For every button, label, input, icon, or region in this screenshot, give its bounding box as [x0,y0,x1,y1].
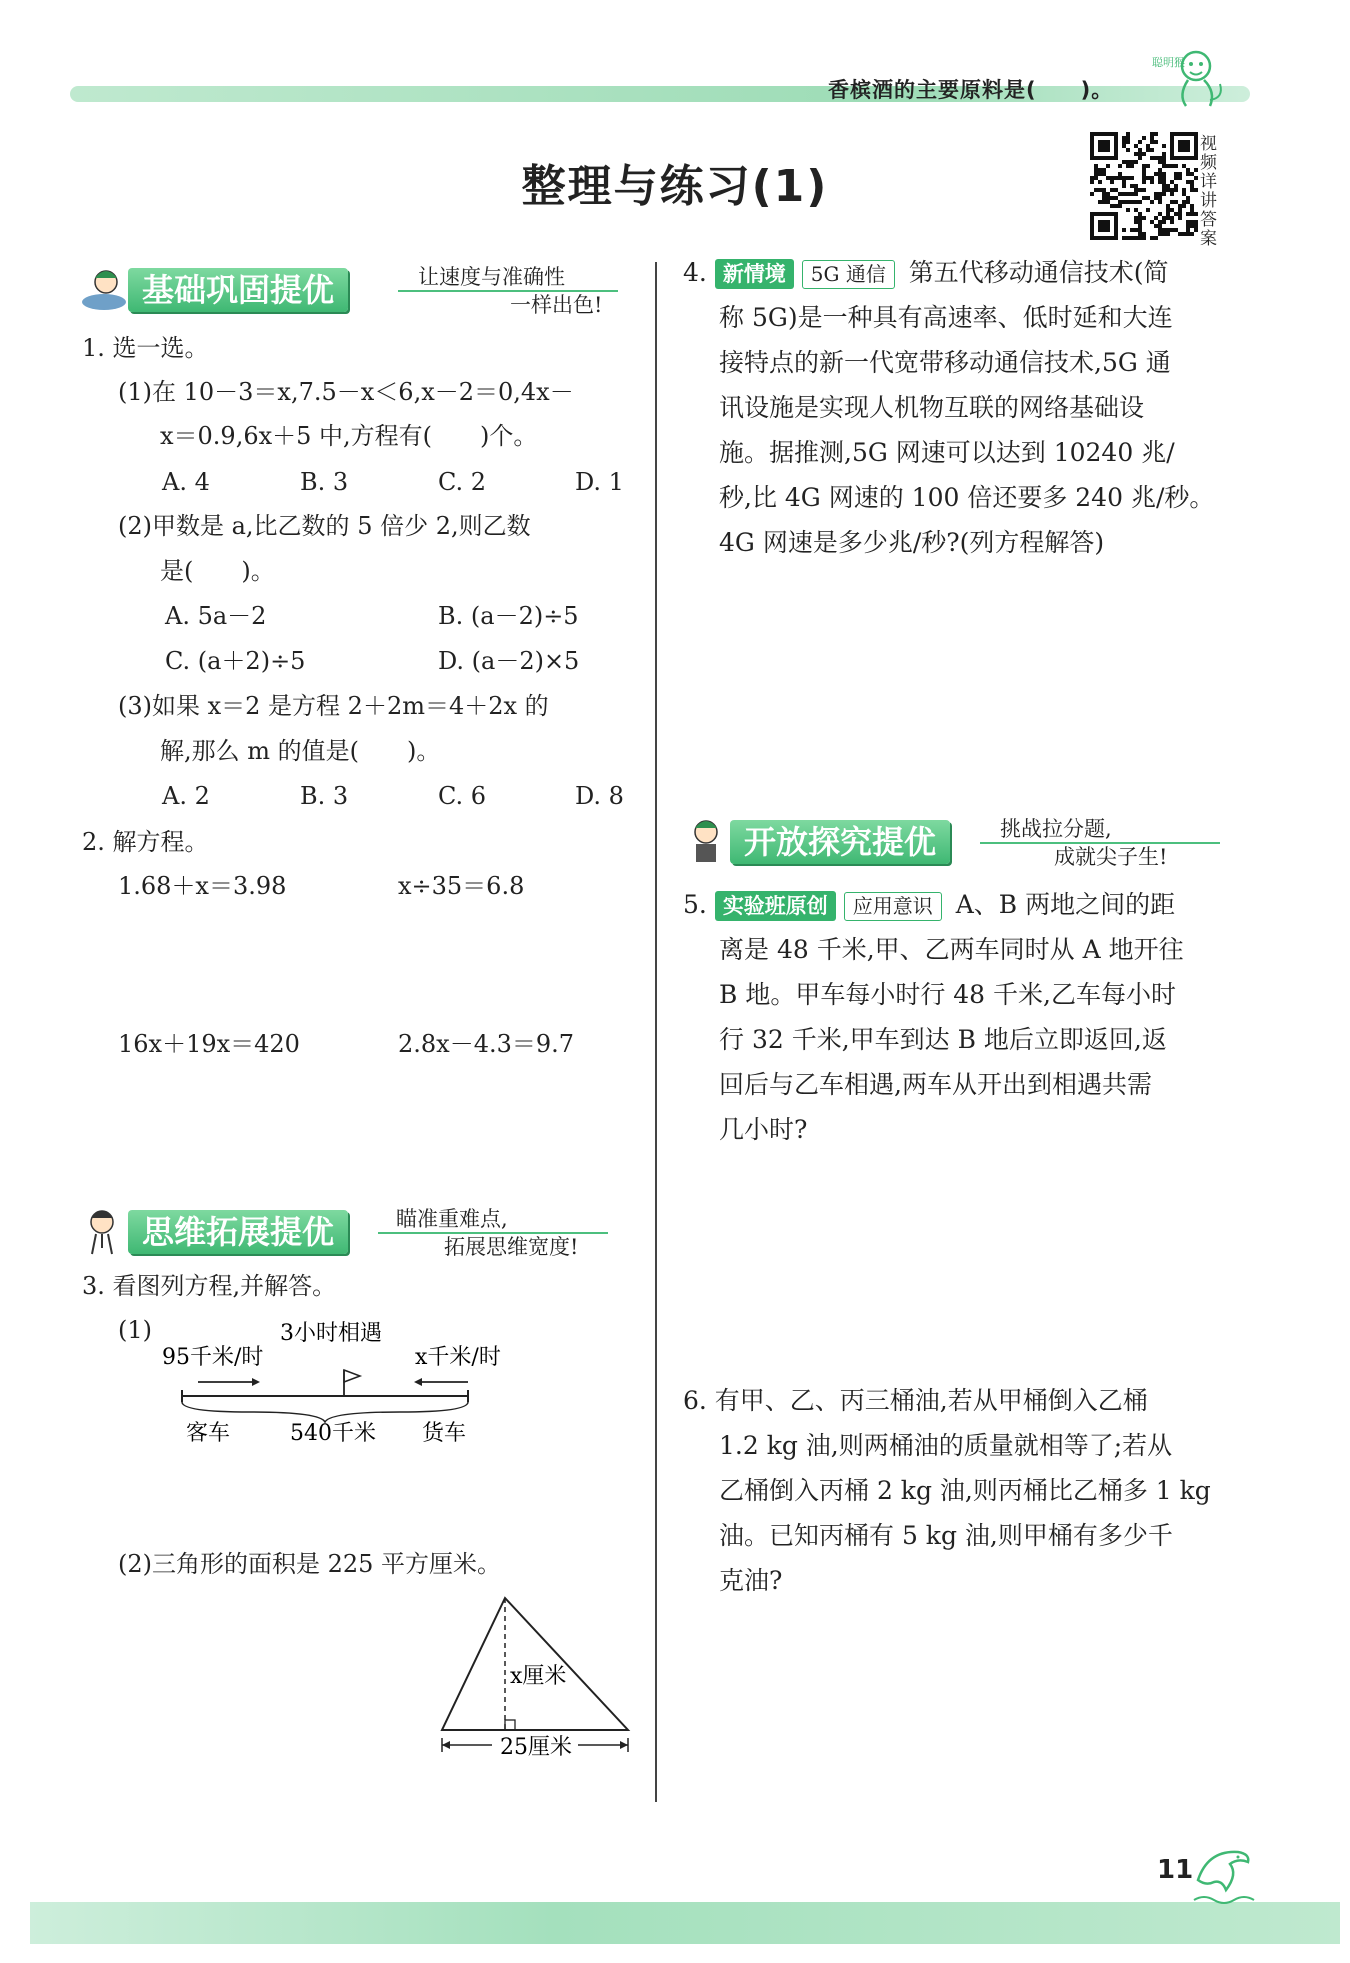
q5-line: 行 32 千米,甲车到达 B 地后立即返回,返 [719,1025,1167,1054]
q5-block [683,882,1243,1152]
q1-p3-option-c[interactable]: C. 6 [438,782,487,810]
q1-p1-option-d[interactable]: D. 1 [575,468,624,496]
q1-p3-line2: 解,那么 m 的值是( )。 [160,737,441,765]
footer-band [30,1902,1340,1944]
qr-label: 视频详讲答案 [1200,134,1217,249]
q1-p2-option-b[interactable]: B. (a－2)÷5 [438,602,579,630]
q6-line: 1.2 kg 油,则两桶油的质量就相等了;若从 [719,1431,1173,1460]
q1-p1-line2: x＝0.9,6x＋5 中,方程有( )个。 [160,422,538,450]
section-title-basic: 基础巩固提优 [128,268,348,312]
slogan-open-1: 挑战拉分题, [1000,817,1112,841]
distance-label: 540千米 [290,1421,376,1446]
q3-stem: 3. 看图列方程,并解答。 [82,1272,337,1300]
q5-line: 回后与乙车相遇,两车从开出到相遇共需 [719,1070,1152,1099]
q3-triangle-diagram [430,1588,640,1768]
q5-tag2: 应用意识 [844,892,942,921]
car1-label: 客车 [186,1421,231,1446]
slogan-underline [398,290,618,292]
q4-text-first: 第五代移动通信技术(简 [908,258,1169,287]
q1-p2-option-a[interactable]: A. 5a－2 [165,602,267,630]
section-header-open [680,814,1240,869]
column-divider [655,262,657,1802]
q4-line: 称 5G)是一种具有高速率、低时延和大连 [719,303,1173,332]
page-title: 整理与练习(1) [521,161,829,212]
q4-line: 施。据推测,5G 网速可以达到 10240 兆/ [719,438,1175,467]
q5-tag: 实验班原创 [715,891,836,921]
q1-p3-option-b[interactable]: B. 3 [300,782,349,810]
q5-text-first: A、B 两地之间的距 [955,890,1176,919]
speed1-label: 95千米/时 [162,1345,264,1370]
q1-p2-option-d[interactable]: D. (a－2)×5 [438,647,580,675]
q3-part2: (2)三角形的面积是 225 平方厘米。 [118,1550,502,1578]
slogan-thinking-2: 拓展思维宽度! [444,1235,579,1259]
slogan-underline [980,842,1220,844]
q1-p3-option-d[interactable]: D. 8 [575,782,624,810]
meet-label: 3小时相遇 [280,1321,382,1346]
q6-line: 乙桶倒入丙桶 2 kg 油,则丙桶比乙桶多 1 kg [719,1476,1211,1505]
qr-code[interactable] [1090,132,1198,240]
q4-tag: 新情境 [715,259,794,289]
section-header-thinking [78,1204,638,1259]
q1-p3-line1: (3)如果 x＝2 是方程 2＋2m＝4＋2x 的 [118,692,549,720]
q3-line-diagram [150,1310,510,1450]
q4-line: 接特点的新一代宽带移动通信技术,5G 通 [719,348,1171,377]
speed2-label: x千米/时 [415,1345,501,1370]
q4-line: 讯设施是实现人机物互联的网络基础设 [719,393,1145,422]
q6-line: 克油? [719,1566,783,1595]
q2-eq-3: 16x＋19x＝420 [118,1030,300,1058]
q6-line: 油。已知丙桶有 5 kg 油,则甲桶有多少千 [719,1521,1173,1550]
q4-number: 4. [683,258,707,287]
q1-p2-option-c[interactable]: C. (a＋2)÷5 [165,647,306,675]
q5-line: 几小时? [719,1115,808,1144]
mascot-icon [78,1204,130,1256]
base-label: 25厘米 [500,1735,572,1760]
q1-p1-option-c[interactable]: C. 2 [438,468,487,496]
q1-p2-line2: 是( )。 [160,557,275,585]
q2-eq-4: 2.8x－4.3＝9.7 [398,1030,575,1058]
q4-block [683,250,1243,565]
q2-eq-1: 1.68＋x＝3.98 [118,872,287,900]
q4-line: 秒,比 4G 网速的 100 倍还要多 240 兆/秒。 [719,483,1215,512]
section-title-thinking: 思维拓展提优 [128,1210,348,1254]
q2-stem: 2. 解方程。 [82,828,209,856]
q1-p2-line1: (2)甲数是 a,比乙数的 5 倍少 2,则乙数 [118,512,531,540]
slogan-basic-2: 一样出色! [510,293,603,317]
q5-number: 5. [683,890,707,919]
q6-line: 6. 有甲、乙、丙三桶油,若从甲桶倒入乙桶 [683,1386,1148,1415]
monkey-logo [1148,40,1228,112]
q1-stem: 1. 选一选。 [82,334,209,362]
slogan-basic-1: 让速度与准确性 [418,265,565,289]
slogan-open-2: 成就尖子生! [1054,845,1168,869]
q1-p3-option-a[interactable]: A. 2 [162,782,210,810]
mascot-icon [680,814,732,866]
q1-p1-option-a[interactable]: A. 4 [162,468,210,496]
car2-label: 货车 [422,1421,467,1446]
section-title-open: 开放探究提优 [730,820,950,864]
section-header-basic [78,262,638,317]
q1-p1-option-b[interactable]: B. 3 [300,468,349,496]
slogan-thinking-1: 瞄准重难点, [396,1207,508,1231]
header-riddle: 香槟酒的主要原料是( )。 [828,78,1114,102]
slogan-underline [378,1232,608,1234]
dolphin-icon [1188,1840,1258,1910]
mascot-icon [78,262,130,314]
height-label: x厘米 [510,1664,567,1689]
q3-part1-label: (1) [118,1316,152,1344]
logo-text: 聪明猴 [1152,56,1185,69]
q6-block [683,1378,1243,1603]
q5-line: B 地。甲车每小时行 48 千米,乙车每小时 [719,980,1176,1009]
q1-p1-line1: (1)在 10－3＝x,7.5－x＜6,x－2＝0,4x－ [118,378,574,406]
q5-line: 离是 48 千米,甲、乙两车同时从 A 地开往 [719,935,1184,964]
page-number: 11 [1157,1855,1194,1885]
q2-eq-2: x÷35＝6.8 [398,872,525,900]
q4-line: 4G 网速是多少兆/秒?(列方程解答) [719,528,1105,557]
q4-tag2: 5G 通信 [802,260,895,289]
